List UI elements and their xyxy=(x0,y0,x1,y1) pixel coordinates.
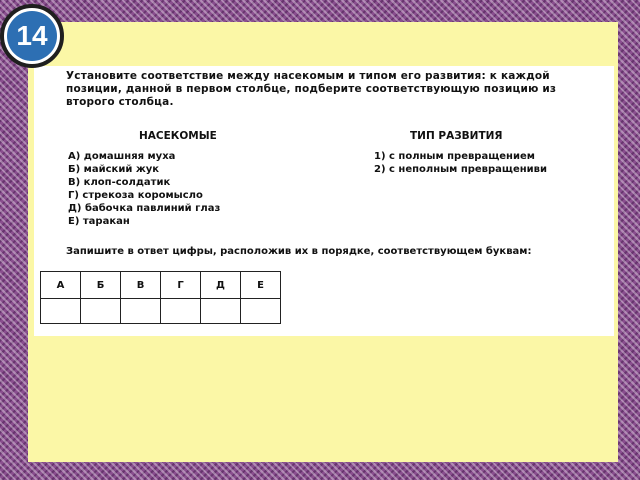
answer-input-cell[interactable] xyxy=(201,299,241,324)
answer-instruction: Запишите в ответ цифры, расположив их в порядке, соответствующем буквам: xyxy=(66,246,532,257)
insect-item: Е) таракан xyxy=(68,216,130,227)
answer-letter-cell: Д xyxy=(201,272,241,299)
answer-letter-cell: Е xyxy=(241,272,281,299)
development-type-item: 2) с неполным превращениви xyxy=(374,164,547,175)
answer-input-cell[interactable] xyxy=(241,299,281,324)
answer-input-cell[interactable] xyxy=(81,299,121,324)
insect-item: Б) майский жук xyxy=(68,164,160,175)
answer-table-input-row xyxy=(41,299,281,324)
development-column-header: ТИП РАЗВИТИЯ xyxy=(410,130,503,142)
answer-input-cell[interactable] xyxy=(121,299,161,324)
insect-item: Д) бабочка павлиний глаз xyxy=(68,203,221,214)
development-types-list xyxy=(374,150,547,176)
task-number-badge xyxy=(0,4,64,68)
answer-letter-cell: В xyxy=(121,272,161,299)
task-card xyxy=(34,66,614,336)
answer-input-cell[interactable] xyxy=(41,299,81,324)
answer-letter-cell: Г xyxy=(161,272,201,299)
insect-item: В) клоп-солдатик xyxy=(68,177,171,188)
insect-item: Г) стрекоза коромысло xyxy=(68,190,203,201)
insects-list xyxy=(68,150,220,228)
insects-column-header: НАСЕКОМЫЕ xyxy=(139,130,217,142)
insect-item: А) домашняя муха xyxy=(68,151,176,162)
task-number: 14 xyxy=(7,11,57,61)
task-statement: Установите соответствие между насекомым и типом его развития: к каждой позиции, данной в первом столбце, подберите соответствующую позицию из второго столбца. xyxy=(66,70,557,108)
answer-letter-cell: Б xyxy=(81,272,121,299)
answer-input-cell[interactable] xyxy=(161,299,201,324)
development-type-item: 1) с полным превращением xyxy=(374,151,535,162)
answer-letter-cell: А xyxy=(41,272,81,299)
answer-table xyxy=(40,271,281,324)
answer-table-letters-row xyxy=(41,272,281,299)
